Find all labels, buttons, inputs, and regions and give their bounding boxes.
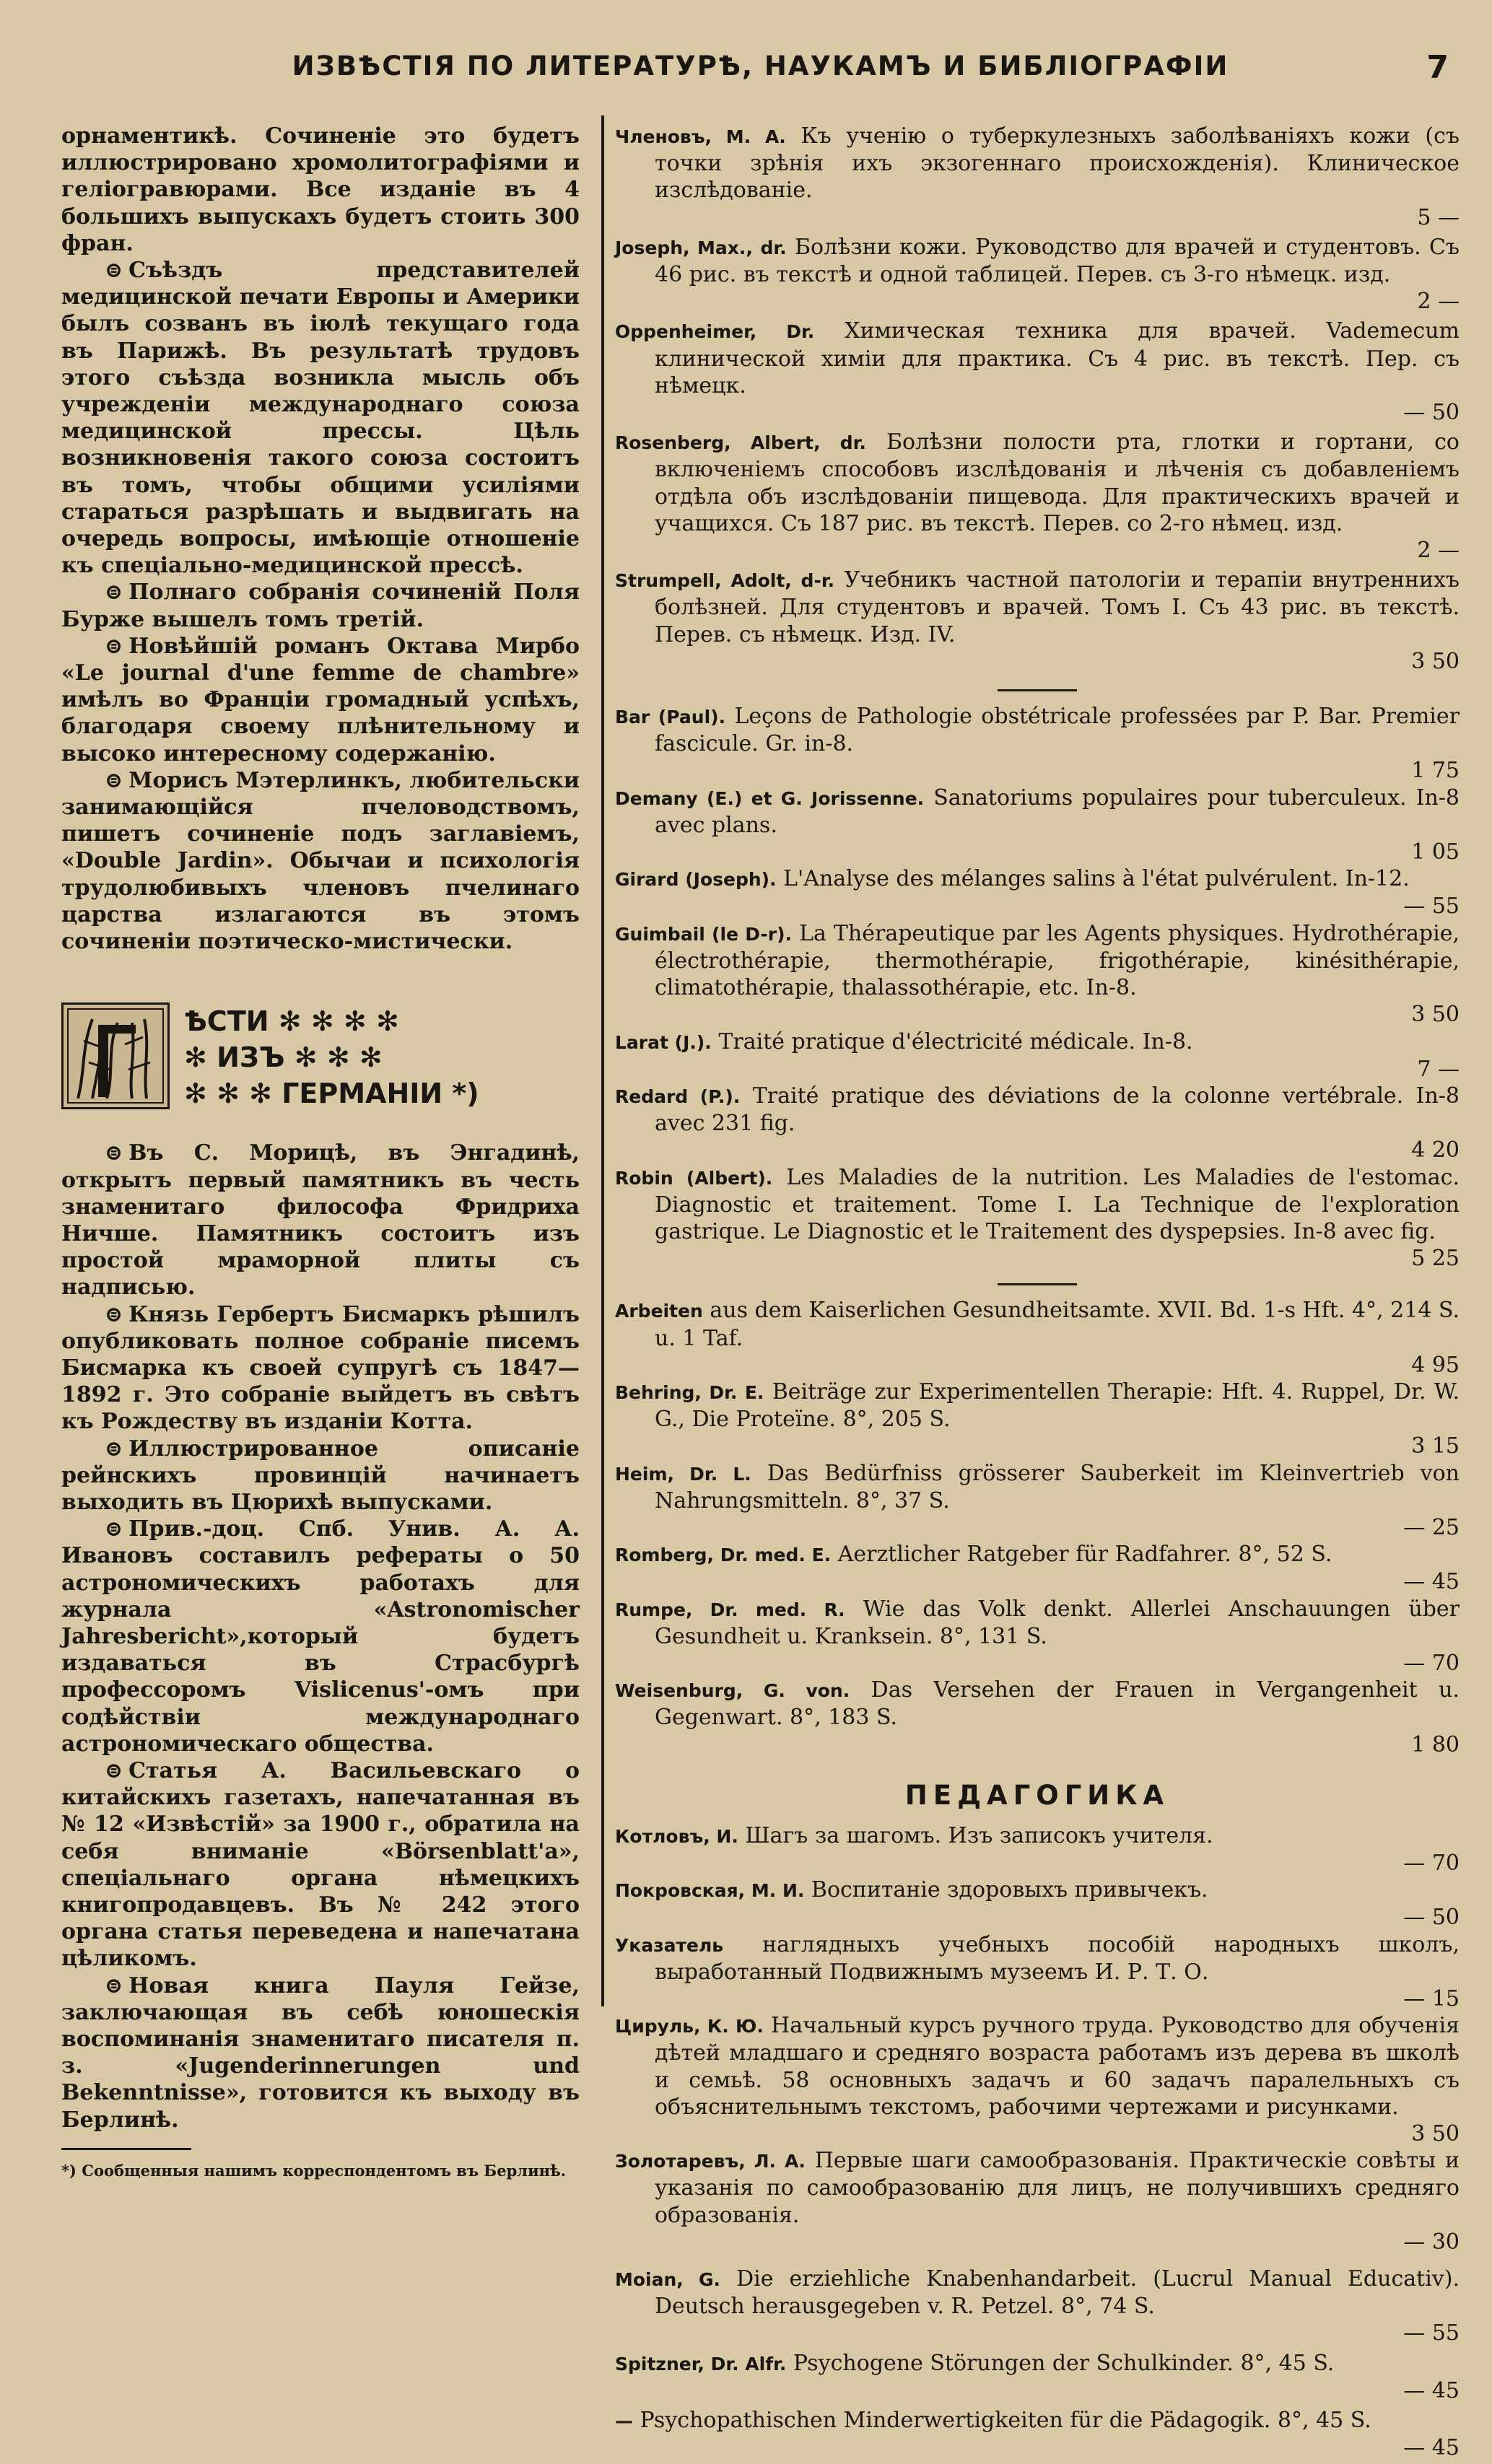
german-medicine-list (615, 1297, 1460, 1757)
bibliography-entry (615, 1877, 1460, 1931)
entry-price: 1 05 (1411, 839, 1460, 865)
entry-price: — 30 (1403, 2229, 1460, 2255)
bibliography-entry (615, 429, 1460, 564)
bullet-mark-icon: ⊜ (105, 767, 123, 793)
entry-price: — 55 (1403, 894, 1460, 919)
entry-price: — 55 (1403, 2320, 1460, 2346)
bibliography-entry (615, 865, 1460, 919)
bullet-mark-icon: ⊜ (105, 1436, 123, 1462)
entry-price: — 70 (1403, 1650, 1460, 1676)
bibliography-entry (615, 1164, 1460, 1272)
column-divider (601, 115, 604, 2006)
entry-author: Moian, G. (615, 2269, 721, 2291)
bibliography-entry (615, 123, 1460, 231)
entry-author: Arbeiten (615, 1301, 703, 1322)
entry-title: La Thérapeutique par les Agents physiques. Hydrothérapie, électrothérapie, thermothérapie, frigothérapie, kinésithérapie, climatothérapie, thalassothérapie, etc. In-8. (655, 920, 1460, 1001)
bibliography-entry (615, 2266, 1460, 2347)
entry-author: Rosenberg, Albert, dr. (615, 432, 866, 454)
french-medicine-list (615, 703, 1460, 1272)
left-column (61, 123, 580, 2180)
bibliography-entry (615, 1460, 1460, 1542)
entry-author: Larat (J.). (615, 1031, 712, 1053)
entry-price: 3 15 (1411, 1433, 1460, 1459)
news-header-line-3: ✻ ✻ ✻ ГЕРМАНІИ *) (184, 1078, 479, 1110)
bibliography-entry (615, 567, 1460, 675)
entry-price: 3 50 (1411, 648, 1460, 674)
header-title: ИЗВѢСТІЯ ПО ЛИТЕРАТУРѢ, НАУКАМЪ И БИБЛІОГРАФІИ (292, 51, 1229, 82)
entry-title: Sanatoriums populaires pour tuberculeux. In-8 avec plans. (655, 785, 1460, 838)
bibliography-entry (615, 1083, 1460, 1164)
entry-title: Начальный курсъ ручного труда. Руководство для обученія дѣтей младшаго и средняго возраста работамъ изъ дерева въ школѣ и семьѣ. 58 основныхъ задачъ и 60 задачъ паралельныхъ съ объяснительнымъ текстомъ, рабочими чертежами и рисунками. (655, 2013, 1460, 2120)
bullet-mark-icon: ⊜ (105, 1140, 123, 1166)
entry-author: Romberg, Dr. med. E. (615, 1545, 832, 1566)
section-separator (998, 689, 1077, 691)
entry-price: 3 50 (1411, 1002, 1460, 1028)
bullet-mark-icon: ⊜ (105, 1516, 123, 1542)
footnote-rule (61, 2148, 191, 2150)
entry-title: Wie das Volk denkt. Allerlei Anschauungen über Gesundheit u. Kranksein. 8°, 131 S. (655, 1596, 1460, 1649)
bibliography-entry (615, 785, 1460, 866)
entry-price: — 25 (1403, 1514, 1460, 1540)
footnote: *) Сообщенныя нашимъ корреспондентомъ въ Берлинѣ. (61, 2161, 567, 2180)
entry-price: 4 95 (1411, 1352, 1460, 1378)
entry-price: 5 — (1417, 204, 1460, 230)
entry-title: Первые шаги самообразованія. Практическіе совѣты и указанія по самообразованію для лицъ, не получившихъ средняго образованія. (655, 2148, 1460, 2228)
entry-price: 1 75 (1411, 758, 1460, 784)
entry-title: Traité pratique des déviations de la colonne vertébrale. In-8 avec 231 fig. (655, 1083, 1460, 1137)
entry-author: Behring, Dr. E. (615, 1381, 764, 1403)
spacer (615, 2255, 1460, 2266)
russian-pedagogy-list (615, 1822, 1460, 2255)
entry-title: Воспитаніе здоровыхъ привычекъ. (811, 1877, 1208, 1903)
bibliography-entry (615, 1379, 1460, 1460)
entry-price: 2 — (1417, 538, 1460, 564)
entry-author: Rumpe, Dr. med. R. (615, 1599, 845, 1620)
entry-author: Членовъ, М. А. (615, 126, 786, 147)
news-text: Князь Гербертъ Бисмаркъ рѣшилъ опубликовать полное собраніе писемъ Бисмарка къ своей супругѣ съ 1847—1892 г. Это собраніе выйдетъ въ свѣтъ къ Рождеству въ изданіи Котта. (61, 1301, 580, 1435)
bibliography-entry (615, 703, 1460, 785)
bullet-mark-icon: ⊜ (105, 1972, 123, 1998)
news-text: Прив.-доц. Спб. Унив. А. А. Ивановъ составилъ рефераты о 50 астрономическихъ работахъ для журнала «Astronomischer Jahresbericht»,который будетъ издаваться въ Страсбургѣ профессоромъ Vislicenus'-омъ при содѣйствіи международнаго астрономическаго общества. (61, 1516, 580, 1757)
entry-title: Химическая техника для врачей. Vademecum клинической химіи для практика. Съ 4 рис. въ текстѣ. Пер. съ нѣмецк. (655, 318, 1460, 398)
bibliography-entry (615, 1596, 1460, 1677)
bullet-mark-icon: ⊜ (105, 258, 123, 284)
entry-author: Redard (P.). (615, 1085, 741, 1107)
entry-price: 3 50 (1411, 2121, 1460, 2147)
news-header-line-1: ѢСТИ ✻ ✻ ✻ ✻ (184, 1005, 399, 1038)
news-item (61, 633, 580, 767)
entry-title: Болѣзни кожи. Руководство для врачей и студентовъ. Съ 46 рис. въ текстѣ и одной таблицей. Перев. съ 3-го нѣмецк. изд. (655, 234, 1460, 288)
entry-author: Указатель (615, 1934, 724, 1956)
entry-title: aus dem Kaiserlichen Gesundheitsamte. XVII. Bd. 1-s Hft. 4°, 214 S. u. 1 Taf. (655, 1298, 1460, 1351)
entry-author: Demany (E.) et G. Jorissenne. (615, 787, 925, 809)
news-text: Новѣйшій романъ Октава Мирбо «Le journal d'une femme de chambre» имѣлъ во Франціи громадный успѣхъ, благодаря своему плѣнительному и высоко интересному содержанію. (61, 633, 580, 766)
bullet-mark-icon: ⊜ (105, 580, 123, 606)
news-text: Статья А. Васильевскаго о китайскихъ газетахъ, напечатанная въ № 12 «Извѣстій» за 1900 г., обратила на себя вниманіе «Börsenblatt'a», спеціальнаго органа нѣмецкихъ книгопродавцевъ. Въ № 242 этого органа статья переведена и напечатана цѣликомъ. (61, 1757, 580, 1972)
news-item (61, 1516, 580, 1757)
entry-title: L'Analyse des mélanges salins à l'état pulvérulent. In-12. (783, 866, 1410, 892)
entry-author: — (615, 2411, 633, 2432)
bibliography-entry (615, 2407, 1460, 2461)
entry-title: Къ ученію о туберкулезныхъ заболѣваніяхъ кожи (съ точки зрѣнія ихъ экзогеннаго происхожденія). Клиническое изслѣдованіе. (655, 123, 1460, 204)
entry-author: Guimbail (le D-r). (615, 923, 793, 945)
entry-title: Leçons de Pathologie obstétricale professées par P. Bar. Premier fascicule. Gr. in-8. (655, 704, 1460, 757)
entry-author: Robin (Albert). (615, 1167, 773, 1189)
entry-author: Strumpell, Adolt, d-r. (615, 570, 835, 592)
news-header-line-2: ✻ ИЗЪ ✻ ✻ ✻ (184, 1041, 383, 1074)
entry-title: Die erziehliche Knabenhandarbeit. (Lucrul Manual Educativ). Deutsch herausgegeben v. R. Petzel. 8°, 74 S. (655, 2266, 1460, 2320)
entry-title: Aerztlicher Ratgeber für Radfahrer. 8°, 52 S. (837, 1542, 1332, 1568)
entry-title: Болѣзни полости рта, глотки и гортани, со включеніемъ способовъ изслѣдованія и лѣченія съ добавленіемъ отдѣла объ изслѣдованіи пищевода. Для практическихъ врачей и учащихся. Съ 187 рис. въ текстѣ. Перев. со 2-го нѣмец. изд. (655, 429, 1460, 536)
entry-author: Heim, Dr. L. (615, 1463, 751, 1485)
bibliography-entry (615, 1541, 1460, 1595)
entry-title: Les Maladies de la nutrition. Les Maladies de l'estomac. Diagnostic et traitement. Tome I. La Technique de l'exploration gastrique. Le Diagnostic et le Traitement des dyspepsies. In-8 avec fig. (655, 1164, 1460, 1244)
news-text: Полнаго собранія сочиненій Поля Бурже вышелъ томъ третій. (61, 580, 580, 632)
entry-title: Учебникъ частной патологіи и терапіи внутреннихъ болѣзней. Для студентовъ и врачей. Томъ I. Съ 43 рис. въ текстѣ. Перев. съ нѣмецк. Изд. IV. (655, 567, 1460, 647)
entry-price: 7 — (1417, 1056, 1460, 1082)
news-item (61, 767, 580, 955)
paragraph: орнаментикѣ. Сочиненіе это будетъ иллюстрировано хромолитографіями и геліогравюрами. Все изданіе въ 4 большихъ выпускахъ будетъ стоить 300 фран. (61, 123, 580, 256)
right-column (615, 123, 1460, 2464)
running-header (58, 51, 1463, 94)
entry-author: Oppenheimer, Dr. (615, 321, 815, 343)
bibliography-entry (615, 2147, 1460, 2255)
news-item (61, 1301, 580, 1436)
bibliography-entry (615, 1931, 1460, 2013)
news-text: Въ С. Морицѣ, въ Энгадинѣ, открытъ первый памятникъ въ честь знаменитаго философа Фридриха Ничше. Памятникъ состоитъ изъ простой мраморной плиты съ надписью. (61, 1140, 580, 1301)
entry-author: Bar (Paul). (615, 707, 726, 728)
entry-price: — 45 (1403, 2377, 1460, 2403)
entry-author: Котловъ, И. (615, 1825, 738, 1847)
bibliography-entry (615, 2350, 1460, 2404)
bibliography-entry (615, 234, 1460, 315)
entry-author: Цируль, К. Ю. (615, 2016, 764, 2037)
entry-price: 4 20 (1411, 1137, 1460, 1163)
news-item (61, 579, 580, 632)
entry-price: — 50 (1403, 1905, 1460, 1931)
entry-author: Weisenburg, G. von. (615, 1680, 850, 1702)
entry-title: наглядныхъ учебныхъ пособій народныхъ школъ, выработанный Подвижнымъ музеемъ И. Р. Т. О. (655, 1931, 1460, 1985)
german-pedagogy-list (615, 2266, 1460, 2464)
entry-title: Traité pratique d'électricité médicale. In-8. (718, 1028, 1193, 1054)
entry-author: Joseph, Max., dr. (615, 237, 787, 258)
bibliography-entry (615, 2012, 1460, 2147)
bibliography-entry (615, 318, 1460, 426)
section-title-pedagogy: ПЕДАГОГИКА (904, 1779, 1170, 1811)
news-text: Съѣздъ представителей медицинской печати Европы и Америки былъ созванъ въ іюлѣ текущаго года въ Парижѣ. Въ результатѣ трудовъ этого съѣзда возникла мысль объ учрежденіи международнаго союза медицинской прессы. Цѣль возникновенія такого союза состоитъ въ томъ, чтобы общими усиліями стараться разрѣшать и выдвигать на очередь вопросы, имѣющіе отношеніе къ спеціально-медицинской прессѣ. (61, 258, 580, 579)
bullet-mark-icon: ⊜ (105, 1301, 123, 1327)
bibliography-entry (615, 920, 1460, 1028)
entry-author: Girard (Joseph). (615, 869, 777, 891)
entry-price: — 45 (1403, 1569, 1460, 1595)
entry-title: Das Bedürfniss grösserer Sauberkeit im Kleinvertrieb von Nahrungsmitteln. 8°, 37 S. (655, 1460, 1460, 1513)
germany-news-header (61, 1002, 580, 1111)
entry-author: Золотаревъ, Л. А. (615, 2151, 806, 2172)
entry-price: — 15 (1403, 1986, 1460, 2011)
section-separator (998, 1283, 1077, 1285)
entry-title: Psychogene Störungen der Schulkinder. 8°, 45 S. (793, 2350, 1335, 2376)
entry-price: — 50 (1403, 400, 1460, 426)
russian-medicine-list (615, 123, 1460, 678)
bullet-mark-icon: ⊜ (105, 1757, 123, 1783)
bibliography-entry (615, 1677, 1460, 1758)
news-item (61, 1436, 580, 1516)
entry-title: Das Versehen der Frauen in Vergangenheit u. Gegenwart. 8°, 183 S. (655, 1677, 1460, 1731)
news-item (61, 257, 580, 579)
bibliography-entry (615, 1822, 1460, 1877)
news-item (61, 1140, 580, 1301)
news-text: Новая книга Пауля Гейзе, заключающая въ себѣ юношескія воспоминанія знаменитаго писателя п. з. «Jugenderinnerungen und Bekenntnisse», готовится къ выходу въ Берлинѣ. (61, 1972, 580, 2133)
news-item (61, 1972, 580, 2133)
page-number: 7 (1426, 49, 1449, 86)
bibliography-entry (615, 1028, 1460, 1083)
bullet-mark-icon: ⊜ (105, 633, 123, 659)
entry-price: 1 80 (1411, 1731, 1460, 1757)
news-text: Иллюстрированное описаніе рейнскихъ провинцій начинаетъ выходить въ Цюрихѣ выпусками. (61, 1436, 580, 1515)
entry-title: Psychopathischen Minderwertigkeiten für die Pädagogik. 8°, 45 S. (640, 2408, 1371, 2434)
entry-title: Beiträge zur Experimentellen Therapie: Hft. 4. Ruppel, Dr. W. G., Die Proteïne. 8°, 205 S. (655, 1379, 1460, 1433)
news-text: Морисъ Мэтерлинкъ, любительски занимающійся пчеловодствомъ, пишетъ сочиненіе подъ заглавіемъ, «Double Jardin». Обычаи и психологія трудолюбивыхъ членовъ пчелинаго царства излагаются въ этомъ сочиненіи поэтическо-мистически. (61, 767, 580, 955)
entry-title: Шагъ за шагомъ. Изъ записокъ учителя. (745, 1822, 1213, 1848)
news-item (61, 1757, 580, 1972)
bibliography-entry (615, 1297, 1460, 1379)
entry-author: Покровская, М. И. (615, 1880, 805, 1902)
entry-price: — 70 (1403, 1850, 1460, 1876)
entry-author: Spitzner, Dr. Alfr. (615, 2353, 787, 2375)
entry-price: 2 — (1417, 289, 1460, 315)
entry-price: 5 25 (1411, 1246, 1460, 1272)
ornamental-initial-icon (61, 1002, 170, 1109)
entry-price: — 45 (1403, 2435, 1460, 2461)
